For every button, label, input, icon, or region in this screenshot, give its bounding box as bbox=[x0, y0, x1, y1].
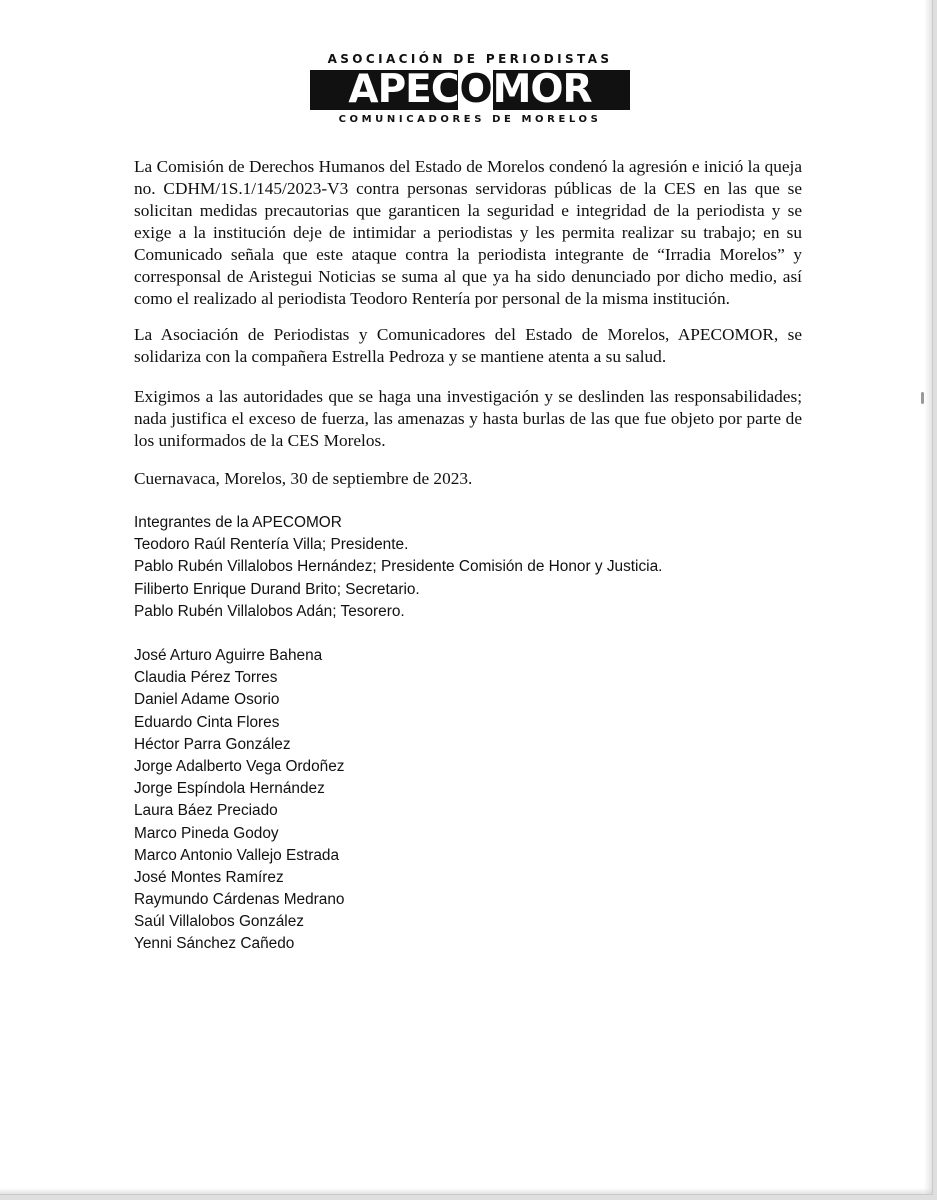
list-item: José Arturo Aguirre Bahena bbox=[134, 647, 323, 664]
board-member: Teodoro Raúl Rentería Villa; Presidente. bbox=[134, 536, 409, 554]
paragraph-solidarity: La Asociación de Periodistas y Comunicadores del Estado de Morelos, APECOMOR, se solidariza con la compañera Estrella Pedroza y se mantiene atenta a su salud. bbox=[134, 325, 802, 366]
list-item: Marco Pineda Godoy bbox=[134, 824, 279, 842]
list-item: Yenni Sánchez Cañedo bbox=[134, 935, 295, 953]
list-item: Saúl Villalobos González bbox=[134, 913, 304, 931]
board-list bbox=[134, 512, 834, 623]
list-item: Jorge Espíndola Hernández bbox=[134, 780, 325, 798]
list-item: Marco Antonio Vallejo Estrada bbox=[134, 846, 340, 864]
paragraph-complaint: La Comisión de Derechos Humanos del Estado de Morelos condenó la agresión e inició la queja no. CDHM/1S.1/145/2023-V3 contra personas servidoras públicas de la CES en las que se solicitan medidas precautorias que garanticen la seguridad e integridad de la periodista y se exige a la institución deje de intimidar a periodistas y les permita realizar su trabajo; en su Comunicado señala que este ataque contra la periodista integrante de “Irradia Morelos” y corresponsal de Aristegui Noticias se suma al que ya ha sido denunciado por dicho medio, así como el realizado al periodista Teodoro Rentería por personal de la misma institución. bbox=[134, 157, 802, 308]
logo-top-line: ASOCIACIÓN DE PERIODISTAS bbox=[327, 52, 613, 66]
board-member: Filiberto Enrique Durand Brito; Secretario. bbox=[134, 580, 420, 598]
logo-bottom-line: COMUNICADORES DE MORELOS bbox=[338, 114, 602, 125]
list-item: José Montes Ramírez bbox=[134, 868, 284, 886]
board-member: Pablo Rubén Villalobos Hernández; Presidente Comisión de Honor y Justicia. bbox=[134, 558, 663, 576]
page-bottom-shadow bbox=[0, 1188, 932, 1194]
paragraph-demand: Exigimos a las autoridades que se haga una investigación y se deslinden las responsabilidades; nada justifica el exceso de fuerza, las amenazas y hasta burlas de las que fue objeto por parte de los uniformados de la CES Morelos. bbox=[134, 387, 802, 450]
member-list bbox=[134, 645, 834, 956]
logo-name-part1: APEC bbox=[348, 67, 459, 112]
page-edge-shadow bbox=[924, 0, 932, 1194]
list-item: Eduardo Cinta Flores bbox=[134, 713, 280, 731]
place-date: Cuernavaca, Morelos, 30 de septiembre de 2023. bbox=[134, 469, 473, 488]
list-item: Daniel Adame Osorio bbox=[134, 691, 280, 709]
logo-name-part2: O bbox=[459, 67, 492, 112]
list-item: Héctor Parra González bbox=[134, 735, 291, 753]
logo-name-band bbox=[310, 67, 630, 112]
list-item: Raymundo Cárdenas Medrano bbox=[134, 891, 345, 909]
scrollbar-thumb[interactable] bbox=[921, 392, 924, 404]
apecomor-logo bbox=[310, 52, 630, 132]
board-heading: Integrantes de la APECOMOR bbox=[134, 514, 342, 531]
list-item: Jorge Adalberto Vega Ordoñez bbox=[134, 757, 345, 775]
list-item: Laura Báez Preciado bbox=[134, 802, 278, 820]
list-item: Claudia Pérez Torres bbox=[134, 669, 278, 687]
board-member: Pablo Rubén Villalobos Adán; Tesorero. bbox=[134, 602, 405, 620]
logo-name-part3: MOR bbox=[492, 67, 592, 112]
